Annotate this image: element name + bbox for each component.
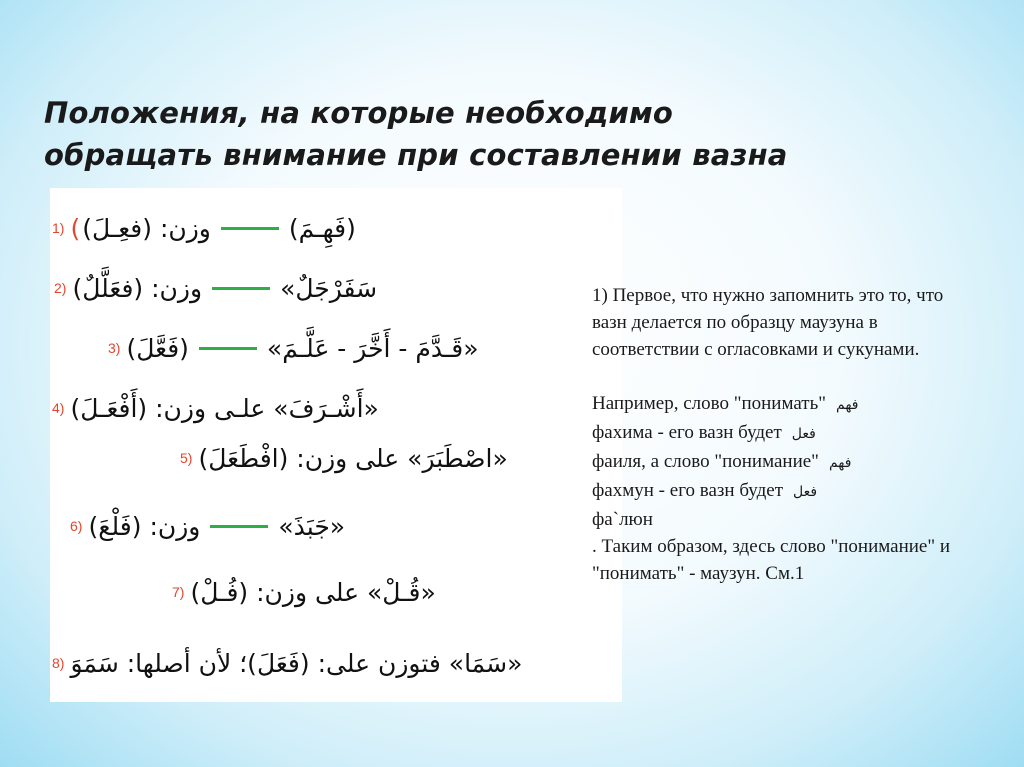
rule-number: 6): [70, 518, 83, 534]
rule-row-8: [52, 643, 522, 683]
rule-text: «سَمَا» فتوزن على: (فَعَلَ)؛ لأن أصلها: سَمَوَ: [70, 648, 523, 678]
example-line-2: [592, 419, 982, 448]
example-line-6: . Таким образом, здесь слово "понимание" и "понимать" - маузун. См.1: [592, 536, 951, 584]
example-line-2-arabic: فعل: [791, 426, 816, 442]
explanation-text: [592, 282, 982, 587]
connector-line: [221, 227, 279, 230]
rule-number: 8): [52, 655, 65, 671]
rule-number: 5): [180, 450, 193, 466]
wazn-label: وزن: (فعِـلَ): [82, 213, 211, 243]
rule-row-5: [180, 438, 508, 478]
title-line-1: Положения, на которые необходимо: [44, 96, 674, 130]
example-line-5: фа`люн: [592, 509, 653, 530]
rule-number: 2): [54, 280, 67, 296]
connector-line: [210, 525, 268, 528]
rule-row-7: [172, 572, 436, 612]
example-line-2-text: фахима - его вазн будет: [592, 422, 782, 443]
example-word: سَفَرْجَلٌ»: [280, 273, 378, 303]
wazn-label: وزن: (فَلْعَ): [88, 511, 201, 541]
rule-number: 7): [172, 584, 185, 600]
rule-row-1: [52, 208, 356, 248]
example-line-4-arabic: فعل: [793, 484, 818, 500]
rule-row-6: [70, 506, 345, 546]
title-line-2: обращать внимание при составлении вазна: [44, 138, 788, 172]
example-line-4: [592, 477, 982, 506]
example-word: «جَبَذَ»: [278, 511, 346, 541]
rule-number: 3): [108, 340, 121, 356]
rule-text: «أَشْـرَفَ» علـى وزن: (أَفْعَـلَ): [70, 393, 379, 423]
connector-line: [212, 287, 270, 290]
rule-row-2: [54, 268, 377, 308]
example-line-1-arabic: فهم: [836, 397, 859, 413]
wazn-label: (فَعَّلَ): [126, 333, 189, 363]
wazn-label: وزن: (فعَلَّلٌ): [72, 273, 203, 303]
example-line-4-text: фахмун - его вазн будет: [592, 480, 783, 501]
example-line-3: [592, 448, 982, 477]
paragraph-gap: [592, 363, 982, 390]
rule-paren: (: [70, 213, 81, 243]
connector-line: [199, 347, 257, 350]
rule-number: 4): [52, 400, 65, 416]
rule-number: 1): [52, 220, 65, 236]
example-line-1: [592, 390, 982, 419]
rule-row-3: [108, 328, 479, 368]
rule-text: «قُـلْ» على وزن: (فُـلْ): [190, 577, 436, 607]
example-line-3-text: фаиля, а слово "понимание": [592, 451, 819, 472]
rule-row-4: [52, 388, 379, 428]
explanation-paragraph-1: 1) Первое, что нужно запомнить это то, что вазн делается по образцу маузуна в соответствии с огласовками и сукунами.: [592, 285, 944, 360]
slide-title: [44, 92, 944, 176]
rule-text: «اصْطَبَرَ» على وزن: (افْطَعَلَ): [198, 443, 508, 473]
arabic-examples-panel: [50, 188, 622, 702]
example-line-3-arabic: فهم: [828, 455, 852, 471]
example-line-1-text: Например, слово "понимать": [592, 393, 827, 414]
example-word: (فَهِـمَ): [288, 213, 356, 243]
example-word: «قَـدَّمَ - أَخَّرَ - عَلَّـمَ»: [266, 333, 479, 363]
